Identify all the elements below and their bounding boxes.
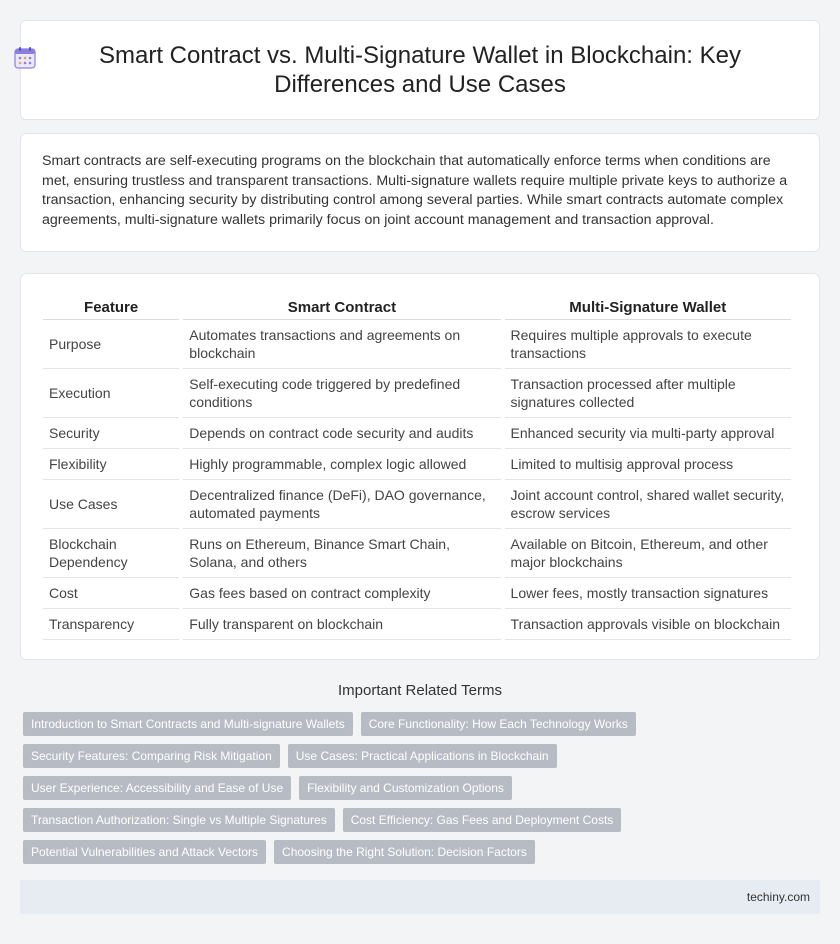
smart-contract-cell: Runs on Ethereum, Binance Smart Chain, Solana, and others bbox=[183, 529, 500, 578]
footer-site-link[interactable]: techiny.com bbox=[746, 890, 810, 904]
term-row bbox=[23, 840, 823, 864]
multisig-cell: Limited to multisig approval process bbox=[505, 449, 791, 480]
header-smart-contract: Smart Contract bbox=[183, 298, 500, 320]
intro-paragraph: Smart contracts are self-executing programs on the blockchain that automatically enforce terms when conditions are met, ensuring trustless and transparent transactions. Multi-signature wallets require multiple private keys to authorize a transaction, enhancing security by distributing control among several parties. While smart contracts automate complex agreements, multi-signature wallets primarily focus on joint account management and transaction approval. bbox=[42, 153, 788, 228]
related-term-link[interactable]: Use Cases: Practical Applications in Blockchain bbox=[288, 744, 557, 768]
calendar-icon bbox=[13, 46, 37, 70]
feature-cell: Execution bbox=[43, 369, 179, 418]
table-row bbox=[43, 369, 791, 418]
multisig-cell: Available on Bitcoin, Ethereum, and other major blockchains bbox=[505, 529, 791, 578]
table-row bbox=[43, 449, 791, 480]
smart-contract-cell: Depends on contract code security and audits bbox=[183, 418, 500, 449]
multisig-cell: Joint account control, shared wallet security, escrow services bbox=[505, 480, 791, 529]
related-term-link[interactable]: User Experience: Accessibility and Ease of Use bbox=[23, 776, 291, 800]
feature-cell: Purpose bbox=[43, 320, 179, 369]
comparison-card bbox=[20, 273, 820, 660]
related-term-link[interactable]: Choosing the Right Solution: Decision Factors bbox=[274, 840, 535, 864]
related-term-link[interactable]: Potential Vulnerabilities and Attack Vectors bbox=[23, 840, 266, 864]
smart-contract-cell: Automates transactions and agreements on blockchain bbox=[183, 320, 500, 369]
title-wrap bbox=[61, 41, 779, 99]
multisig-cell: Transaction processed after multiple signatures collected bbox=[505, 369, 791, 418]
title-card bbox=[20, 20, 820, 120]
smart-contract-cell: Self-executing code triggered by predefined conditions bbox=[183, 369, 500, 418]
multisig-cell: Lower fees, mostly transaction signatures bbox=[505, 578, 791, 609]
related-term-link[interactable]: Core Functionality: How Each Technology Works bbox=[361, 712, 636, 736]
feature-cell: Cost bbox=[43, 578, 179, 609]
term-row bbox=[23, 808, 823, 832]
comparison-table bbox=[39, 298, 795, 640]
table-row bbox=[43, 578, 791, 609]
related-terms-heading: Important Related Terms bbox=[338, 682, 502, 699]
multisig-cell: Transaction approvals visible on blockchain bbox=[505, 609, 791, 640]
feature-cell: Blockchain Dependency bbox=[43, 529, 179, 578]
term-row bbox=[23, 744, 823, 768]
related-term-link[interactable]: Transaction Authorization: Single vs Multiple Signatures bbox=[23, 808, 335, 832]
table-header-row bbox=[43, 298, 791, 320]
table-row bbox=[43, 609, 791, 640]
related-terms-list bbox=[23, 712, 823, 872]
term-row bbox=[23, 776, 823, 800]
multisig-cell: Enhanced security via multi-party approval bbox=[505, 418, 791, 449]
term-row bbox=[23, 712, 823, 736]
table-row bbox=[43, 480, 791, 529]
related-term-link[interactable]: Cost Efficiency: Gas Fees and Deployment Costs bbox=[343, 808, 622, 832]
related-term-link[interactable]: Security Features: Comparing Risk Mitigation bbox=[23, 744, 280, 768]
header-feature: Feature bbox=[43, 298, 179, 320]
smart-contract-cell: Gas fees based on contract complexity bbox=[183, 578, 500, 609]
table-row bbox=[43, 320, 791, 369]
footer bbox=[20, 880, 820, 914]
multisig-cell: Requires multiple approvals to execute transactions bbox=[505, 320, 791, 369]
intro-card bbox=[20, 133, 820, 252]
smart-contract-cell: Fully transparent on blockchain bbox=[183, 609, 500, 640]
feature-cell: Security bbox=[43, 418, 179, 449]
smart-contract-cell: Decentralized finance (DeFi), DAO governance, automated payments bbox=[183, 480, 500, 529]
table-row bbox=[43, 418, 791, 449]
feature-cell: Transparency bbox=[43, 609, 179, 640]
page-title: Smart Contract vs. Multi-Signature Wallet in Blockchain: Key Differences and Use Cases bbox=[98, 42, 741, 98]
related-term-link[interactable]: Flexibility and Customization Options bbox=[299, 776, 512, 800]
related-term-link[interactable]: Introduction to Smart Contracts and Multi-signature Wallets bbox=[23, 712, 353, 736]
header-multisig-wallet: Multi-Signature Wallet bbox=[505, 298, 791, 320]
feature-cell: Use Cases bbox=[43, 480, 179, 529]
smart-contract-cell: Highly programmable, complex logic allowed bbox=[183, 449, 500, 480]
table-row bbox=[43, 529, 791, 578]
feature-cell: Flexibility bbox=[43, 449, 179, 480]
